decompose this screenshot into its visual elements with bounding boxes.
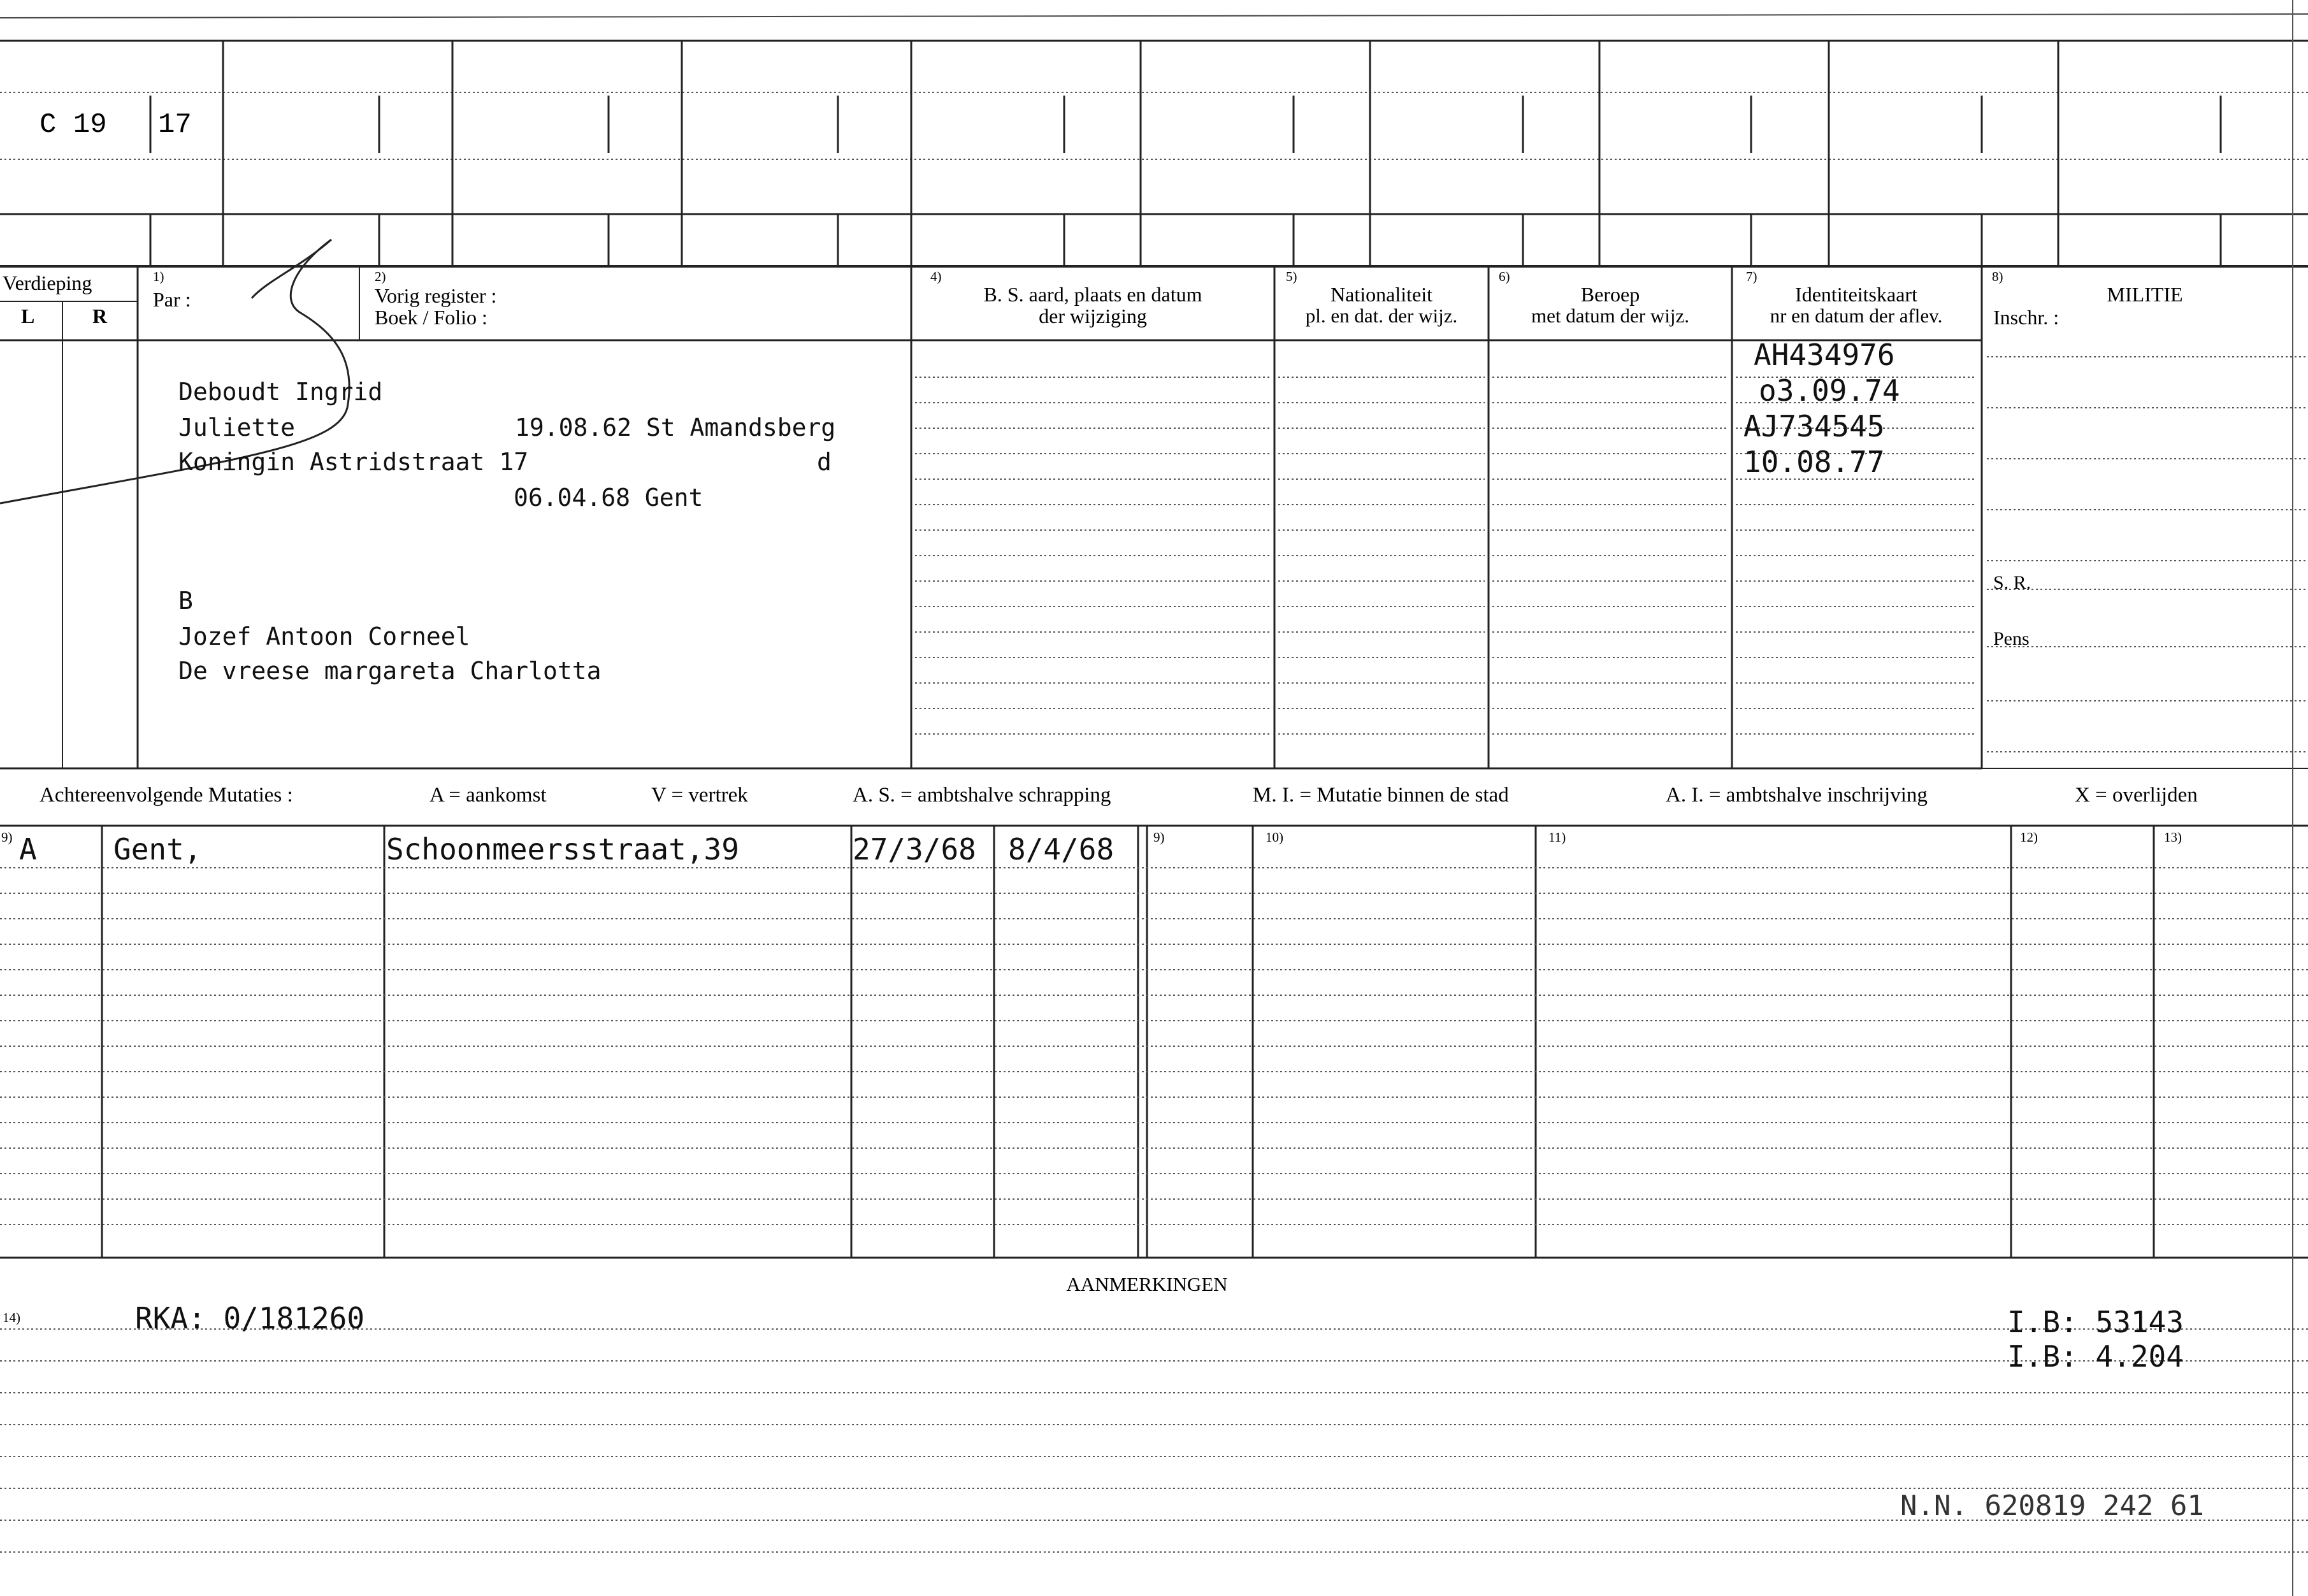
remarks-ib-2: I.B: 4.204 xyxy=(2007,1339,2184,1374)
remarks-number: 14) xyxy=(3,1310,20,1325)
id-card-1-date: o3.09.74 xyxy=(1759,373,1900,408)
par-label: Par : xyxy=(153,288,191,311)
legend-as: A. S. = ambtshalve schrapping xyxy=(853,784,1111,807)
par-number: 1) xyxy=(153,269,164,284)
legend-x: X = overlijden xyxy=(2075,784,2198,807)
person-arrival: 06.04.68 Gent xyxy=(514,484,703,512)
mut-col-12: 12) xyxy=(2020,830,2038,845)
verdieping-label: Verdieping xyxy=(3,271,92,294)
person-line-b: B xyxy=(178,587,193,615)
militie-heading: MILITIE xyxy=(2107,283,2183,306)
sr-label: S. R. xyxy=(1993,572,2031,593)
militie-number: 8) xyxy=(1992,269,2003,284)
id-card-2-date: 10.08.77 xyxy=(1743,445,1885,479)
mutation-type: A xyxy=(19,832,37,866)
mut-col-9-left: 9) xyxy=(1,830,13,845)
mutation-date-2: 8/4/68 xyxy=(1008,832,1114,866)
register-code: C 19 xyxy=(40,109,107,141)
id-card-2: AJ734545 xyxy=(1743,409,1885,443)
beroep-heading-2: met datum der wijz. xyxy=(1531,305,1689,327)
person-birth: 19.08.62 St Amandsberg xyxy=(515,413,836,442)
bs-heading-2: der wijziging xyxy=(1039,305,1147,327)
vorig-number: 2) xyxy=(375,269,386,284)
id-heading-1: Identiteitskaart xyxy=(1795,283,1917,306)
remarks-rka: RKA: 0/181260 xyxy=(135,1301,365,1335)
legend-ai: A. I. = ambtshalve inschrijving xyxy=(1666,784,1928,807)
mut-col-9: 9) xyxy=(1153,830,1165,845)
nat-number: 5) xyxy=(1286,269,1297,284)
bs-heading-1: B. S. aard, plaats en datum xyxy=(983,283,1202,306)
beroep-heading-1: Beroep xyxy=(1580,283,1640,306)
pens-label: Pens xyxy=(1993,628,2030,649)
col-r-label: R xyxy=(92,305,108,327)
nat-heading-1: Nationaliteit xyxy=(1331,283,1432,306)
nat-heading-2: pl. en dat. der wijz. xyxy=(1305,305,1458,327)
remarks-nn: N.N. 620819 242 61 xyxy=(1900,1490,2204,1522)
legend-v: V = vertrek xyxy=(651,784,748,807)
id-number: 7) xyxy=(1746,269,1757,284)
mutation-street: Schoonmeersstraat,39 xyxy=(386,832,739,866)
register-number: 17 xyxy=(158,109,192,141)
id-heading-2: nr en datum der aflev. xyxy=(1770,305,1943,327)
person-father: Jozef Antoon Corneel xyxy=(178,622,470,651)
person-address: Koningin Astridstraat 17 xyxy=(178,448,529,476)
person-given-name: Juliette xyxy=(178,413,296,442)
legend-a: A = aankomst xyxy=(429,784,547,807)
boek-folio-label: Boek / Folio : xyxy=(375,306,487,329)
person-code: d xyxy=(817,448,832,476)
remarks-ib-1: I.B: 53143 xyxy=(2007,1305,2184,1339)
col-l-label: L xyxy=(21,305,35,327)
id-card-1: AH434976 xyxy=(1754,338,1895,372)
beroep-number: 6) xyxy=(1499,269,1510,284)
mut-col-11: 11) xyxy=(1548,830,1566,845)
legend-label: Achtereenvolgende Mutaties : xyxy=(40,784,293,807)
mutation-date-1: 27/3/68 xyxy=(853,832,976,866)
legend-mi: M. I. = Mutatie binnen de stad xyxy=(1253,784,1509,807)
mut-col-13: 13) xyxy=(2164,830,2182,845)
inschr-label: Inschr. : xyxy=(1993,306,2059,329)
remarks-title: AANMERKINGEN xyxy=(1066,1273,1228,1295)
person-mother: De vreese margareta Charlotta xyxy=(178,657,602,685)
mut-col-10: 10) xyxy=(1266,830,1283,845)
person-line-1: Deboudt Ingrid xyxy=(178,378,383,406)
bs-number: 4) xyxy=(930,269,942,284)
mutation-city: Gent, xyxy=(113,832,202,866)
vorig-register-label: Vorig register : xyxy=(375,284,497,307)
